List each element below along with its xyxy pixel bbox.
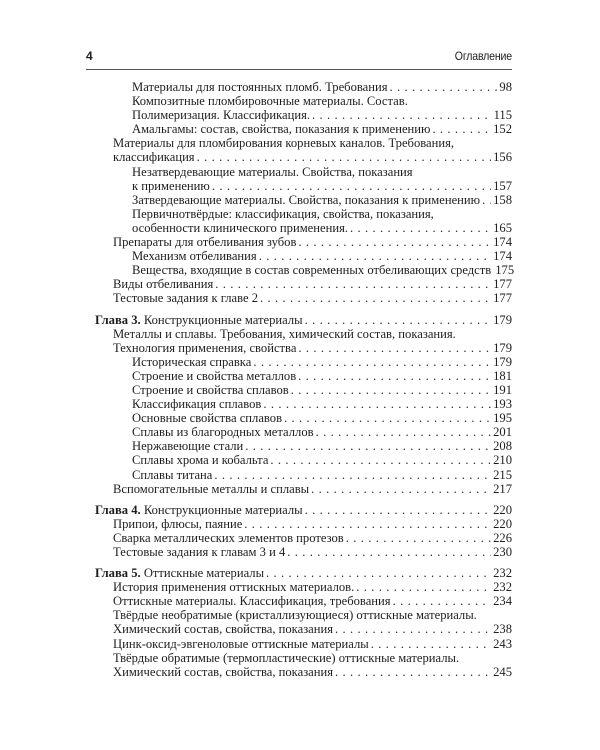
running-header <box>86 49 512 67</box>
toc-entry[interactable] <box>95 637 512 651</box>
entry-title-line: Амальгамы: состав, свойства, показания к применению <box>132 122 431 137</box>
toc-entry-line <box>95 150 512 164</box>
entry-text <box>132 263 491 277</box>
dot-leader <box>197 150 492 164</box>
entry-text <box>113 545 285 559</box>
entry-text <box>132 94 408 108</box>
chapter-label: Глава 4. <box>95 502 141 517</box>
page-ref: 177 <box>493 277 512 292</box>
entry-title-line: Химический состав, свойства, показания <box>113 664 334 679</box>
entry-text <box>113 341 296 355</box>
entry-text <box>113 637 369 651</box>
page-ref: 152 <box>493 122 512 137</box>
toc-entry-line <box>95 291 512 305</box>
header-rule <box>86 69 512 70</box>
entry-title-line: История применения оттискных материалов. <box>113 580 355 595</box>
entry-title-line: Сплавы хрома и кобальта <box>132 453 269 468</box>
toc-entry[interactable] <box>95 482 512 496</box>
toc-entry-line <box>95 263 515 278</box>
entry-title-line: Строение и свойства сплавов <box>132 382 289 397</box>
toc-entry[interactable] <box>95 397 512 411</box>
toc-entry-line <box>95 482 512 496</box>
page-ref: 115 <box>493 108 512 123</box>
entry-text <box>113 235 296 249</box>
toc-section <box>95 313 512 496</box>
entry-text <box>132 468 212 482</box>
toc-entry-line <box>95 637 512 651</box>
toc-entry[interactable] <box>95 263 515 278</box>
dot-leader <box>266 566 491 580</box>
dot-leader <box>335 665 491 679</box>
page-ref: 210 <box>493 453 512 468</box>
toc-entry-line <box>95 355 512 369</box>
entry-title-line: Первичнотвёрдые: классификация, свойства, показания, <box>132 206 434 221</box>
table-of-contents <box>95 80 515 686</box>
page-ref: 230 <box>493 545 512 559</box>
entry-title-line: Сплавы титана <box>132 467 213 482</box>
page-ref: 220 <box>493 502 512 517</box>
page-ref: 177 <box>493 291 512 306</box>
toc-entry-line <box>95 122 512 136</box>
entry-title-line: Вспомогательные металлы и сплавы <box>113 481 310 496</box>
page-ref: 193 <box>493 397 512 412</box>
entry-text <box>132 207 434 221</box>
dot-leader <box>284 411 491 425</box>
entry-title-line: Сварка металлических элементов протезов <box>113 530 344 545</box>
toc-entry[interactable] <box>95 291 512 305</box>
dot-leader <box>305 503 492 517</box>
toc-entry-line <box>95 566 512 580</box>
page-ref: 158 <box>493 192 512 207</box>
toc-entry-line <box>95 341 512 355</box>
entry-text <box>132 397 261 411</box>
toc-entry-line <box>95 327 512 341</box>
entry-text <box>132 453 268 467</box>
entry-text <box>132 369 296 383</box>
entry-title-line: Затвердевающие материалы. Свойства, показания к применению <box>132 192 481 207</box>
toc-entry-line <box>95 622 512 636</box>
toc-entry[interactable] <box>95 277 512 291</box>
toc-entry[interactable] <box>95 355 512 369</box>
toc-entry[interactable] <box>95 545 512 559</box>
entry-title-line: Материалы для пломбирования корневых каналов. Требования, <box>113 136 455 151</box>
toc-entry[interactable] <box>95 503 512 517</box>
entry-text <box>113 594 391 608</box>
toc-entry-line <box>95 453 512 467</box>
entry-title-line: Оттискные материалы <box>143 566 265 581</box>
entry-text <box>113 665 333 679</box>
dot-leader <box>432 122 491 136</box>
toc-entry-line <box>95 468 512 482</box>
toc-entry-line <box>95 517 512 531</box>
entry-text <box>132 193 480 207</box>
entry-title-line: Вещества, входящие в состав современных отбеливающих средств <box>132 263 492 278</box>
page-ref: 208 <box>493 439 512 454</box>
toc-entry[interactable] <box>95 425 512 439</box>
toc-entry[interactable] <box>95 327 512 355</box>
toc-entry[interactable] <box>95 608 512 636</box>
page-ref: 179 <box>493 354 512 369</box>
toc-entry-line <box>95 108 512 122</box>
entry-title-line: Твёрдые обратимые (термопластические) оттискные материалы. <box>113 650 460 665</box>
page-ref: 165 <box>493 220 512 235</box>
page-ref: 156 <box>493 150 512 165</box>
entry-title-line: Технология применения, свойства <box>113 340 297 355</box>
entry-title-line: Историческая справка <box>132 354 252 369</box>
entry-title-line: Механизм отбеливания <box>132 249 257 264</box>
page-ref: 215 <box>493 467 512 482</box>
page-ref: 220 <box>493 516 512 531</box>
toc-entry-line <box>95 580 512 594</box>
toc-entry-line <box>95 277 512 291</box>
entry-title-line: Основные свойства сплавов <box>132 411 283 426</box>
entry-text <box>113 291 258 305</box>
entry-text <box>113 150 195 164</box>
toc-entry[interactable] <box>95 651 512 679</box>
page-ref: 195 <box>493 411 512 426</box>
entry-title-line: Химический состав, свойства, показания <box>113 622 334 637</box>
toc-entry-line <box>95 313 512 327</box>
toc-entry-line <box>95 545 512 559</box>
dot-leader <box>215 277 491 291</box>
toc-entry[interactable] <box>95 235 512 249</box>
page-ref: 243 <box>493 636 512 651</box>
page-ref: 217 <box>493 481 512 496</box>
entry-title-line: Конструкционные материалы <box>143 312 303 327</box>
entry-text <box>113 608 477 622</box>
toc-entry-line <box>95 94 512 108</box>
dot-leader <box>287 545 491 559</box>
dot-leader <box>298 369 491 383</box>
page-ref: 175 <box>495 263 515 278</box>
toc-entry-line <box>95 594 512 608</box>
toc-entry-line <box>95 136 512 150</box>
entry-title-line: Цинк-оксид-эвгеноловые оттискные материалы <box>113 636 369 651</box>
page-ref: 174 <box>493 249 512 264</box>
page-ref: 174 <box>493 235 512 250</box>
toc-entry[interactable] <box>95 453 512 467</box>
entry-text <box>95 503 303 517</box>
toc-entry-line <box>95 503 512 517</box>
toc-entry[interactable] <box>95 249 512 263</box>
entry-title-line: Незатвердевающие материалы. Свойства, показания <box>132 164 413 179</box>
entry-text <box>95 566 264 580</box>
entry-title-line: к применению <box>132 178 210 193</box>
toc-section <box>95 80 515 306</box>
toc-entry-line <box>95 207 512 221</box>
dot-leader <box>311 482 491 496</box>
dot-leader <box>298 341 491 355</box>
page-ref: 191 <box>493 382 512 397</box>
entry-title-line: Виды отбеливания <box>113 277 214 292</box>
entry-title-line: Препараты для отбеливания зубов <box>113 235 297 250</box>
toc-entry-line <box>95 531 512 545</box>
entry-text <box>132 411 282 425</box>
dot-leader <box>482 193 491 207</box>
entry-text <box>132 249 257 263</box>
toc-entry[interactable] <box>95 468 512 482</box>
dot-leader <box>390 80 498 94</box>
toc-entry[interactable] <box>95 369 512 383</box>
dot-leader <box>253 355 491 369</box>
entry-text <box>132 165 413 179</box>
entry-title-line: особенности клинического применения. <box>132 220 349 235</box>
page-ref: 179 <box>493 312 512 327</box>
toc-section <box>95 566 512 679</box>
entry-title-line: Нержавеющие стали <box>132 439 244 454</box>
entry-title-line: классификация <box>113 150 195 165</box>
toc-entry-line <box>95 235 512 249</box>
entry-text <box>132 355 251 369</box>
entry-text <box>113 482 309 496</box>
toc-entry-line <box>95 397 512 411</box>
entry-text <box>113 327 456 341</box>
entry-text <box>113 531 344 545</box>
entry-text <box>132 122 430 136</box>
entry-text <box>132 221 348 235</box>
toc-entry-line <box>95 193 512 207</box>
toc-entry-line <box>95 608 512 622</box>
dot-leader <box>245 439 491 453</box>
toc-entry-line <box>95 80 512 94</box>
toc-entry[interactable] <box>95 94 512 122</box>
entry-text <box>113 517 242 531</box>
entry-title-line: Тестовые задания к главе 2 <box>113 291 259 306</box>
entry-title-line: Тестовые задания к главам 3 и 4 <box>113 545 286 559</box>
toc-entry[interactable] <box>95 136 512 164</box>
entry-text <box>113 136 454 150</box>
dot-leader <box>371 637 491 651</box>
toc-entry[interactable] <box>95 531 512 545</box>
toc-entry[interactable] <box>95 207 512 235</box>
page-ref: 201 <box>493 425 512 440</box>
page-number: 4 <box>86 49 93 63</box>
entry-title-line: Конструкционные материалы <box>143 502 303 517</box>
toc-entry[interactable] <box>95 193 512 207</box>
toc-entry-line <box>95 651 512 665</box>
entry-text <box>132 108 310 122</box>
entry-text <box>113 622 333 636</box>
toc-entry[interactable] <box>95 580 512 594</box>
dot-leader <box>263 397 491 411</box>
toc-entry-line <box>95 383 512 397</box>
toc-entry[interactable] <box>95 165 512 193</box>
page-ref: 232 <box>493 580 512 595</box>
toc-entry-line <box>95 411 512 425</box>
dot-leader <box>214 468 491 482</box>
entry-text <box>113 277 213 291</box>
entry-title-line: Твёрдые необратимые (кристаллизующиеся) оттискные материалы. <box>113 608 477 623</box>
entry-text <box>132 383 289 397</box>
page-ref: 232 <box>493 566 512 581</box>
toc-entry-line <box>95 249 512 263</box>
entry-title-line: Припои, флюсы, паяние <box>113 516 243 531</box>
chapter-label: Глава 5. <box>95 566 141 581</box>
toc-entry[interactable] <box>95 313 512 327</box>
dot-leader <box>291 383 491 397</box>
page-ref: 226 <box>493 530 512 545</box>
toc-section <box>95 503 512 559</box>
toc-entry[interactable] <box>95 122 512 136</box>
toc-entry[interactable] <box>95 594 512 608</box>
entry-title-line: Строение и свойства металлов <box>132 368 297 383</box>
toc-entry[interactable] <box>95 80 512 94</box>
toc-entry[interactable] <box>95 383 512 397</box>
toc-entry-line <box>95 221 512 235</box>
entry-text <box>95 313 303 327</box>
entry-text <box>113 651 459 665</box>
entry-text <box>132 80 388 94</box>
toc-entry-line <box>95 165 512 179</box>
page-ref: 238 <box>493 622 512 637</box>
entry-title-line: Композитные пломбировочные материалы. Состав. <box>132 94 408 109</box>
entry-title-line: Классификация сплавов <box>132 397 262 412</box>
entry-title-line: Сплавы из благородных металлов <box>132 425 314 440</box>
toc-entry-line <box>95 425 512 439</box>
entry-title-line: Полимеризация. Классификация. <box>132 108 311 123</box>
running-title: Оглавление <box>454 49 512 63</box>
dot-leader <box>312 108 492 122</box>
toc-entry[interactable] <box>95 517 512 531</box>
page-ref: 179 <box>493 340 512 355</box>
dot-leader <box>356 580 491 594</box>
dot-leader <box>260 291 491 305</box>
page-ref: 245 <box>493 664 512 679</box>
toc-entry-line <box>95 439 512 453</box>
toc-entry[interactable] <box>95 566 512 580</box>
entry-text <box>132 439 243 453</box>
dot-leader <box>350 221 491 235</box>
dot-leader <box>259 249 491 263</box>
entry-text <box>113 580 354 594</box>
entry-title-line: Материалы для постоянных пломб. Требования <box>132 80 388 94</box>
dot-leader <box>212 179 491 193</box>
entry-text <box>132 425 314 439</box>
entry-title-line: Металлы и сплавы. Требования, химический состав, показания. <box>113 326 456 341</box>
dot-leader <box>298 235 491 249</box>
entry-text <box>132 179 210 193</box>
page-ref: 234 <box>493 594 512 609</box>
dot-leader <box>335 622 491 636</box>
toc-entry-line <box>95 369 512 383</box>
page-ref: 98 <box>499 80 512 94</box>
toc-entry[interactable] <box>95 411 512 425</box>
dot-leader <box>244 517 491 531</box>
dot-leader <box>316 425 492 439</box>
toc-entry-line <box>95 665 512 679</box>
dot-leader <box>393 594 492 608</box>
page-ref: 157 <box>493 178 512 193</box>
dot-leader <box>346 531 491 545</box>
dot-leader <box>270 453 491 467</box>
dot-leader <box>305 313 492 327</box>
entry-title-line: Оттискные материалы. Классификация, требования <box>113 594 391 609</box>
page-ref: 181 <box>493 368 512 383</box>
chapter-label: Глава 3. <box>95 312 141 327</box>
toc-entry-line <box>95 179 512 193</box>
toc-entry[interactable] <box>95 439 512 453</box>
